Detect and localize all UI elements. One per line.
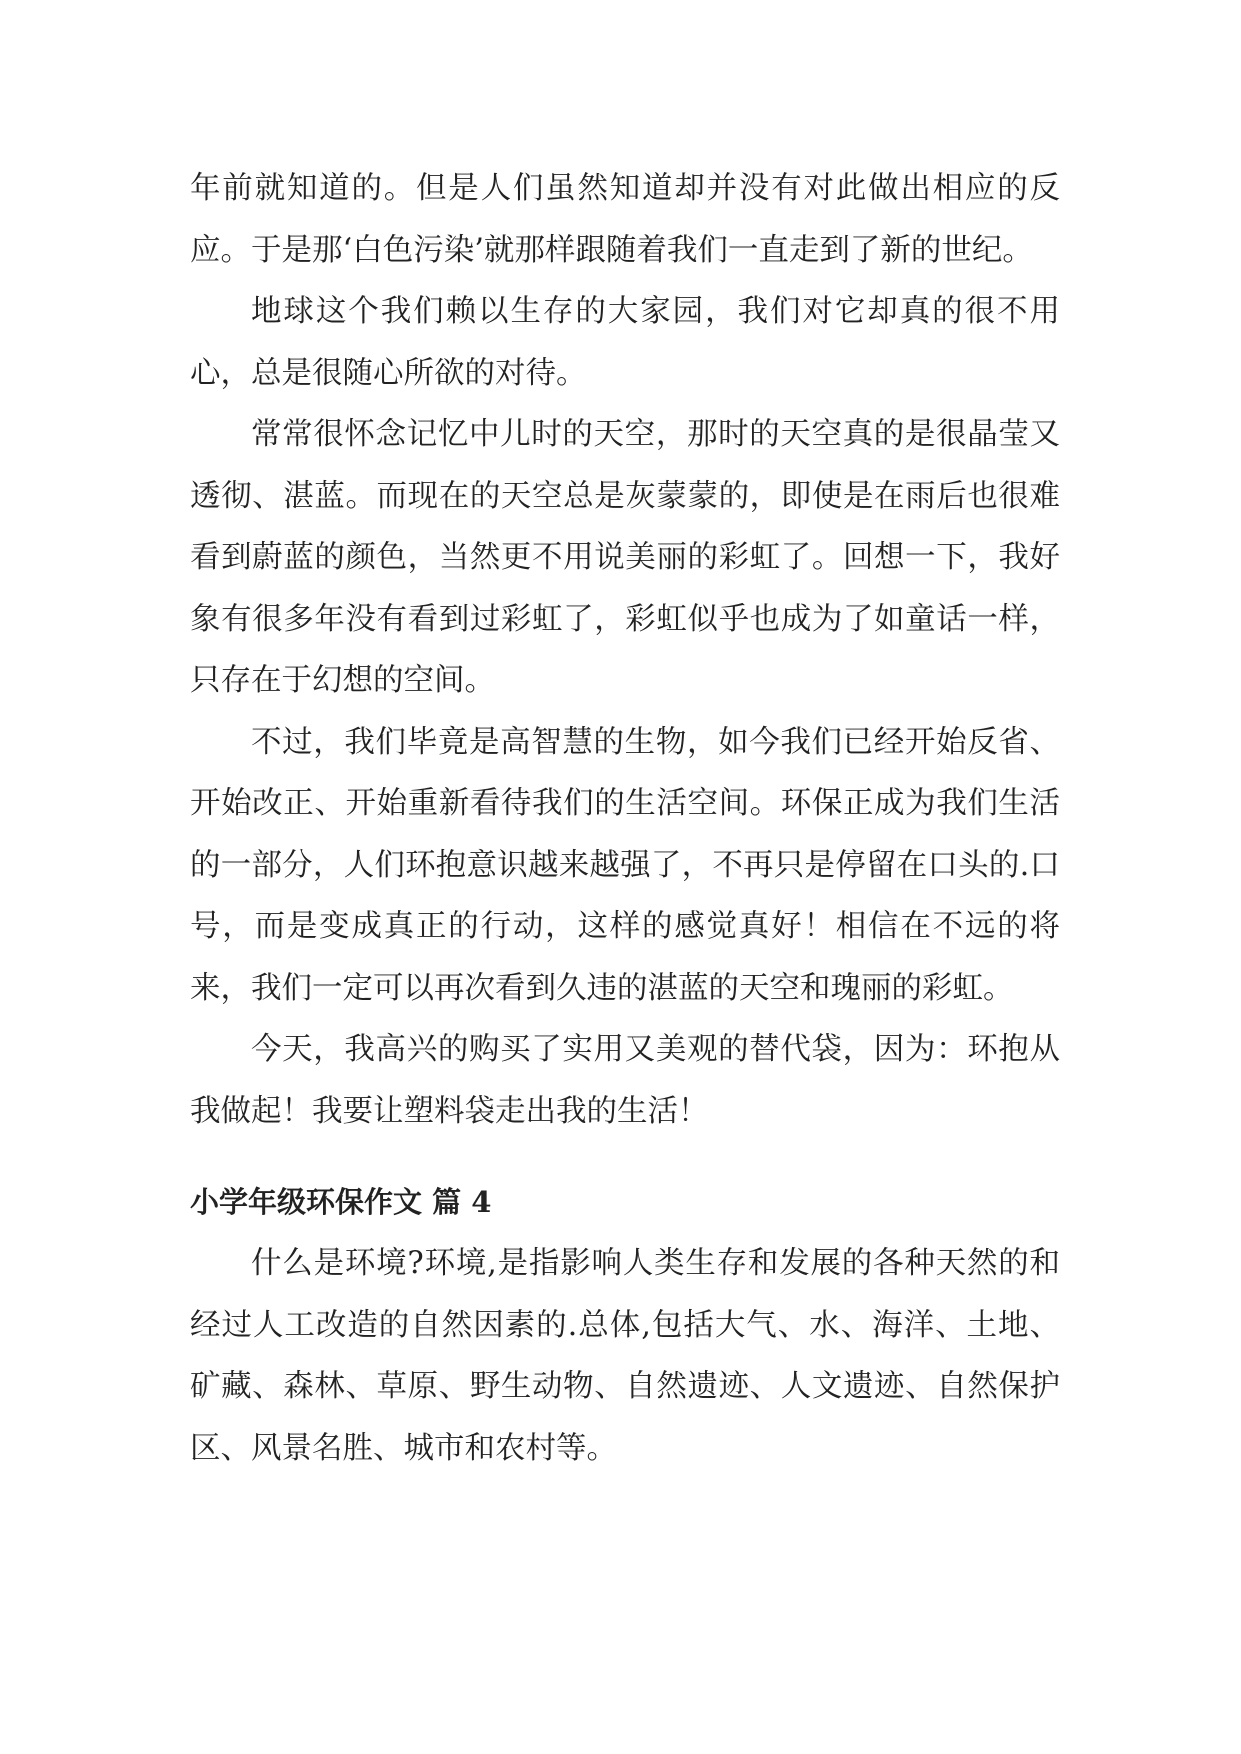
paragraph-5: 今天，我高兴的购买了实用又美观的替代袋，因为：环抱从我做起！我要让塑料袋走出我的生活！ (190, 1032, 1060, 1129)
section-title: 小学年级环保作文 篇 4 (190, 1185, 492, 1219)
document-body (190, 158, 1060, 1479)
paragraph-3: 常常很怀念记忆中儿时的天空，那时的天空真的是很晶莹又透彻、湛蓝。而现在的天空总是灰蒙蒙的，即使是在雨后也很难看到蔚蓝的颜色，当然更不用说美丽的彩虹了。回想一下，我好象有很多年没有看到过彩虹了，彩虹似乎也成为了如童话一样，只存在于幻想的空间。 (190, 417, 1060, 698)
paragraph-4: 不过，我们毕竟是高智慧的生物，如今我们已经开始反省、开始改正、开始重新看待我们的生活空间。环保正成为我们生活的一部分，人们环抱意识越来越强了，不再只是停留在口头的.口号，而是变成真正的行动，这样的感觉真好！相信在不远的将来，我们一定可以再次看到久违的湛蓝的天空和瑰丽的彩虹。 (190, 724, 1060, 1006)
paragraph-2: 地球这个我们赖以生存的大家园，我们对它却真的很不用心，总是很随心所欲的对待。 (190, 294, 1060, 391)
paragraph-6: 什么是环境?环境,是指影响人类生存和发展的各种天然的和经过人工改造的自然因素的.总体,包括大气、水、海洋、土地、矿藏、森林、草原、野生动物、自然遗迹、人文遗迹、自然保护区、风景名胜、城市和农村等。 (190, 1246, 1060, 1466)
paragraph-1: 年前就知道的。但是人们虽然知道却并没有对此做出相应的反应。于是那‘白色污染’就那样跟随着我们一直走到了新的世纪。 (190, 171, 1060, 268)
